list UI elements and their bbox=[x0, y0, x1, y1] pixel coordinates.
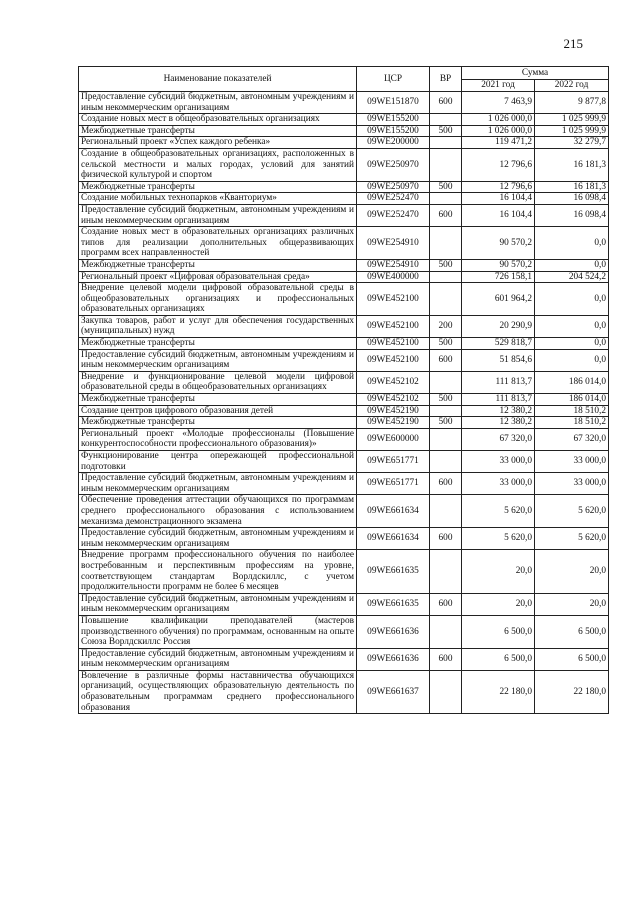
cell-sum-2021: 1 026 000,0 bbox=[462, 125, 535, 137]
cell-sum-2021: 20,0 bbox=[462, 593, 535, 615]
cell-csr: 09WE661634 bbox=[357, 495, 430, 528]
cell-csr: 09WE250970 bbox=[357, 181, 430, 193]
table-row bbox=[79, 593, 609, 615]
cell-csr: 09WE151870 bbox=[357, 92, 430, 114]
header-year-2021: 2021 год bbox=[462, 80, 535, 92]
cell-sum-2022: 9 877,8 bbox=[535, 92, 609, 114]
cell-name: Предоставление субсидий бюджетным, автономным учреждениям и иным некоммерческим организациям bbox=[79, 648, 357, 670]
cell-sum-2021: 16 104,4 bbox=[462, 193, 535, 205]
header-sum: Сумма bbox=[462, 67, 609, 80]
cell-vr: 500 bbox=[430, 338, 462, 350]
cell-sum-2022: 5 620,0 bbox=[535, 495, 609, 528]
cell-name: Предоставление субсидий бюджетным, автономным учреждениям и иным некоммерческим организациям bbox=[79, 473, 357, 495]
cell-sum-2021: 6 500,0 bbox=[462, 648, 535, 670]
cell-sum-2022: 6 500,0 bbox=[535, 615, 609, 648]
cell-name: Межбюджетные трансферты bbox=[79, 259, 357, 271]
cell-sum-2021: 20,0 bbox=[462, 550, 535, 593]
cell-sum-2022: 32 279,7 bbox=[535, 137, 609, 149]
table-row bbox=[79, 371, 609, 393]
cell-sum-2021: 111 813,7 bbox=[462, 371, 535, 393]
cell-sum-2022: 204 524,2 bbox=[535, 271, 609, 283]
cell-name: Предоставление субсидий бюджетным, автономным учреждениям и иным некоммерческим организациям bbox=[79, 593, 357, 615]
budget-table bbox=[78, 66, 609, 714]
cell-sum-2022: 16 098,4 bbox=[535, 204, 609, 226]
table-row bbox=[79, 148, 609, 181]
cell-sum-2021: 726 158,1 bbox=[462, 271, 535, 283]
header-csr: ЦСР bbox=[357, 67, 430, 92]
cell-sum-2022: 1 025 999,9 bbox=[535, 125, 609, 137]
cell-name: Закупка товаров, работ и услуг для обеспечения государственных (муниципальных) нужд bbox=[79, 315, 357, 337]
table-row bbox=[79, 227, 609, 260]
cell-vr: 500 bbox=[430, 417, 462, 429]
cell-vr bbox=[430, 371, 462, 393]
cell-name: Предоставление субсидий бюджетным, автономным учреждениям и иным некоммерческим организациям bbox=[79, 92, 357, 114]
table-row bbox=[79, 615, 609, 648]
cell-vr bbox=[430, 428, 462, 450]
cell-vr: 600 bbox=[430, 349, 462, 371]
cell-sum-2022: 0,0 bbox=[535, 259, 609, 271]
table-row bbox=[79, 259, 609, 271]
cell-vr: 500 bbox=[430, 125, 462, 137]
cell-name: Создание новых мест в образовательных организациях различных типов для реализации дополнительных общеразвивающих программ всех направленностей bbox=[79, 227, 357, 260]
table-body bbox=[79, 92, 609, 714]
table-row bbox=[79, 428, 609, 450]
cell-vr: 500 bbox=[430, 181, 462, 193]
cell-sum-2022: 16 098,4 bbox=[535, 193, 609, 205]
page-number: 215 bbox=[563, 36, 583, 51]
cell-vr: 600 bbox=[430, 473, 462, 495]
cell-vr: 600 bbox=[430, 528, 462, 550]
table-row bbox=[79, 394, 609, 406]
cell-vr: 600 bbox=[430, 92, 462, 114]
cell-vr bbox=[430, 615, 462, 648]
cell-sum-2021: 12 380,2 bbox=[462, 405, 535, 417]
cell-sum-2021: 90 570,2 bbox=[462, 227, 535, 260]
cell-sum-2021: 16 104,4 bbox=[462, 204, 535, 226]
cell-csr: 09WE200000 bbox=[357, 137, 430, 149]
cell-name: Функционирование центра опережающей профессиональной подготовки bbox=[79, 451, 357, 473]
table-row bbox=[79, 349, 609, 371]
cell-name: Межбюджетные трансферты bbox=[79, 125, 357, 137]
cell-sum-2021: 6 500,0 bbox=[462, 615, 535, 648]
cell-sum-2021: 12 380,2 bbox=[462, 417, 535, 429]
cell-sum-2022: 0,0 bbox=[535, 227, 609, 260]
cell-vr bbox=[430, 137, 462, 149]
cell-sum-2022: 22 180,0 bbox=[535, 670, 609, 713]
cell-csr: 09WE452102 bbox=[357, 371, 430, 393]
cell-name: Обеспечение проведения аттестации обучающихся по программам среднего профессионального образования с использованием механизма демонстрационного экзамена bbox=[79, 495, 357, 528]
table-row bbox=[79, 181, 609, 193]
cell-csr: 09WE651771 bbox=[357, 451, 430, 473]
cell-csr: 09WE400000 bbox=[357, 271, 430, 283]
table-row bbox=[79, 550, 609, 593]
cell-sum-2022: 5 620,0 bbox=[535, 528, 609, 550]
cell-sum-2021: 601 964,2 bbox=[462, 283, 535, 316]
cell-sum-2022: 0,0 bbox=[535, 338, 609, 350]
cell-sum-2022: 186 014,0 bbox=[535, 371, 609, 393]
cell-csr: 09WE452100 bbox=[357, 315, 430, 337]
cell-vr bbox=[430, 227, 462, 260]
cell-name: Межбюджетные трансферты bbox=[79, 394, 357, 406]
cell-name: Региональный проект «Успех каждого ребенка» bbox=[79, 137, 357, 149]
cell-csr: 09WE661636 bbox=[357, 648, 430, 670]
cell-name: Повышение квалификации преподавателей (мастеров производственного обучения) по программам, основанным на опыте Союза Ворлдскиллс Россия bbox=[79, 615, 357, 648]
cell-sum-2022: 0,0 bbox=[535, 315, 609, 337]
cell-csr: 09WE252470 bbox=[357, 204, 430, 226]
cell-name: Региональный проект «Цифровая образовательная среда» bbox=[79, 271, 357, 283]
cell-sum-2022: 33 000,0 bbox=[535, 451, 609, 473]
table-row bbox=[79, 193, 609, 205]
cell-vr: 500 bbox=[430, 394, 462, 406]
table-row bbox=[79, 338, 609, 350]
cell-sum-2021: 1 026 000,0 bbox=[462, 114, 535, 126]
table-header bbox=[79, 67, 609, 92]
cell-sum-2021: 20 290,9 bbox=[462, 315, 535, 337]
table-row bbox=[79, 92, 609, 114]
table-row bbox=[79, 670, 609, 713]
cell-name: Предоставление субсидий бюджетным, автономным учреждениям и иным некоммерческим организациям bbox=[79, 528, 357, 550]
cell-csr: 09WE252470 bbox=[357, 193, 430, 205]
cell-vr: 500 bbox=[430, 259, 462, 271]
cell-vr bbox=[430, 193, 462, 205]
cell-sum-2022: 1 025 999,9 bbox=[535, 114, 609, 126]
cell-csr: 09WE155200 bbox=[357, 125, 430, 137]
cell-csr: 09WE254910 bbox=[357, 259, 430, 271]
cell-name: Межбюджетные трансферты bbox=[79, 181, 357, 193]
cell-sum-2022: 20,0 bbox=[535, 593, 609, 615]
cell-sum-2022: 0,0 bbox=[535, 283, 609, 316]
cell-name: Внедрение целевой модели цифровой образовательной среды в общеобразовательных организациях и профессиональных образовательных организациях bbox=[79, 283, 357, 316]
table-row bbox=[79, 315, 609, 337]
cell-csr: 09WE452100 bbox=[357, 283, 430, 316]
table-row bbox=[79, 528, 609, 550]
cell-csr: 09WE661634 bbox=[357, 528, 430, 550]
cell-sum-2022: 18 510,2 bbox=[535, 417, 609, 429]
cell-sum-2021: 119 471,2 bbox=[462, 137, 535, 149]
cell-vr bbox=[430, 451, 462, 473]
cell-sum-2022: 6 500,0 bbox=[535, 648, 609, 670]
table-row bbox=[79, 417, 609, 429]
cell-vr bbox=[430, 550, 462, 593]
cell-sum-2022: 16 181,3 bbox=[535, 148, 609, 181]
cell-vr bbox=[430, 495, 462, 528]
cell-name: Создание мобильных технопарков «Кванториум» bbox=[79, 193, 357, 205]
table-row bbox=[79, 271, 609, 283]
cell-sum-2022: 186 014,0 bbox=[535, 394, 609, 406]
cell-vr bbox=[430, 114, 462, 126]
table-row bbox=[79, 204, 609, 226]
cell-csr: 09WE452100 bbox=[357, 349, 430, 371]
cell-csr: 09WE661637 bbox=[357, 670, 430, 713]
cell-name: Создание в общеобразовательных организациях, расположенных в сельской местности и малых городах, условий для занятий физической культурой и спортом bbox=[79, 148, 357, 181]
cell-csr: 09WE452190 bbox=[357, 417, 430, 429]
cell-sum-2021: 7 463,9 bbox=[462, 92, 535, 114]
cell-sum-2021: 111 813,7 bbox=[462, 394, 535, 406]
cell-sum-2022: 16 181,3 bbox=[535, 181, 609, 193]
cell-name: Предоставление субсидий бюджетным, автономным учреждениям и иным некоммерческим организациям bbox=[79, 204, 357, 226]
cell-csr: 09WE155200 bbox=[357, 114, 430, 126]
cell-sum-2021: 33 000,0 bbox=[462, 451, 535, 473]
header-vr: ВР bbox=[430, 67, 462, 92]
cell-csr: 09WE661635 bbox=[357, 550, 430, 593]
cell-csr: 09WE452102 bbox=[357, 394, 430, 406]
cell-name: Создание новых мест в общеобразовательных организациях bbox=[79, 114, 357, 126]
table-row bbox=[79, 405, 609, 417]
cell-name: Межбюджетные трансферты bbox=[79, 338, 357, 350]
cell-vr: 200 bbox=[430, 315, 462, 337]
cell-sum-2022: 67 320,0 bbox=[535, 428, 609, 450]
cell-csr: 09WE452100 bbox=[357, 338, 430, 350]
cell-sum-2021: 67 320,0 bbox=[462, 428, 535, 450]
cell-sum-2021: 5 620,0 bbox=[462, 528, 535, 550]
cell-name: Предоставление субсидий бюджетным, автономным учреждениям и иным некоммерческим организациям bbox=[79, 349, 357, 371]
cell-sum-2022: 0,0 bbox=[535, 349, 609, 371]
table-row bbox=[79, 125, 609, 137]
cell-vr bbox=[430, 283, 462, 316]
table-row bbox=[79, 283, 609, 316]
cell-name: Вовлечение в различные формы наставничества обучающихся организаций, осуществляющих образовательную деятельность по образовательным программам среднего профессионального образования bbox=[79, 670, 357, 713]
table-row bbox=[79, 451, 609, 473]
cell-csr: 09WE661635 bbox=[357, 593, 430, 615]
cell-sum-2021: 90 570,2 bbox=[462, 259, 535, 271]
cell-sum-2021: 51 854,6 bbox=[462, 349, 535, 371]
cell-vr: 600 bbox=[430, 204, 462, 226]
cell-name: Межбюджетные трансферты bbox=[79, 417, 357, 429]
header-name: Наименование показателей bbox=[79, 67, 357, 92]
cell-sum-2022: 20,0 bbox=[535, 550, 609, 593]
cell-sum-2021: 529 818,7 bbox=[462, 338, 535, 350]
cell-name: Внедрение и функционирование целевой модели цифровой образовательной среды в общеобразовательных организациях bbox=[79, 371, 357, 393]
cell-vr: 600 bbox=[430, 648, 462, 670]
cell-sum-2022: 33 000,0 bbox=[535, 473, 609, 495]
cell-sum-2021: 12 796,6 bbox=[462, 181, 535, 193]
cell-csr: 09WE651771 bbox=[357, 473, 430, 495]
table-row bbox=[79, 473, 609, 495]
cell-vr bbox=[430, 405, 462, 417]
cell-vr: 600 bbox=[430, 593, 462, 615]
cell-sum-2021: 12 796,6 bbox=[462, 148, 535, 181]
table-row bbox=[79, 648, 609, 670]
cell-sum-2022: 18 510,2 bbox=[535, 405, 609, 417]
cell-csr: 09WE254910 bbox=[357, 227, 430, 260]
table-row bbox=[79, 137, 609, 149]
cell-vr bbox=[430, 670, 462, 713]
cell-sum-2021: 22 180,0 bbox=[462, 670, 535, 713]
cell-name: Создание центров цифрового образования детей bbox=[79, 405, 357, 417]
cell-csr: 09WE600000 bbox=[357, 428, 430, 450]
cell-sum-2021: 33 000,0 bbox=[462, 473, 535, 495]
cell-vr bbox=[430, 148, 462, 181]
cell-sum-2021: 5 620,0 bbox=[462, 495, 535, 528]
cell-vr bbox=[430, 271, 462, 283]
cell-name: Внедрение программ профессионального обучения по наиболее востребованным и перспективным профессиям на уровне, соответствующем стандартам Ворлдскиллс, с учетом продолжительности программ не более 6 месяцев bbox=[79, 550, 357, 593]
header-year-2022: 2022 год bbox=[535, 80, 609, 92]
cell-csr: 09WE452190 bbox=[357, 405, 430, 417]
cell-csr: 09WE250970 bbox=[357, 148, 430, 181]
table-row bbox=[79, 495, 609, 528]
cell-name: Региональный проект «Молодые профессионалы (Повышение конкурентоспособности профессионального образования)» bbox=[79, 428, 357, 450]
cell-csr: 09WE661636 bbox=[357, 615, 430, 648]
table-row bbox=[79, 114, 609, 126]
